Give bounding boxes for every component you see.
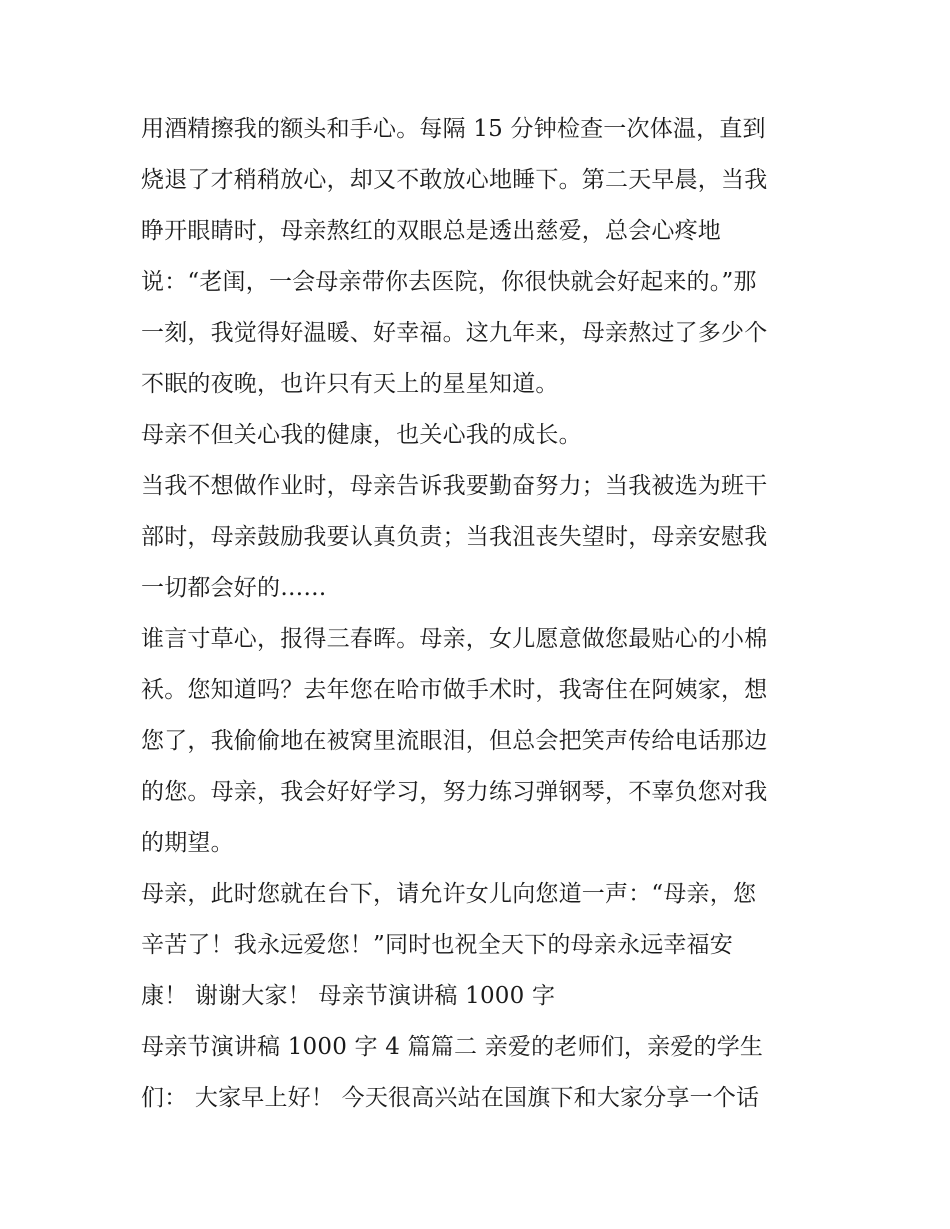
text-line: 母亲，此时您就在台下，请允许女儿向您道一声：“母亲，您 [141,881,757,907]
text-line: 烧退了才稍稍放心，却又不敢放心地睡下。第二天早晨，当我 [141,167,768,193]
text-line: 一刻，我觉得好温暖、好幸福。这九年来，母亲熬过了多少个 [141,320,768,346]
text-line: 睁开眼睛时，母亲熬红的双眼总是透出慈爱，总会心疼地 [141,218,721,244]
text-line: 不眠的夜晚，也许只有天上的星星知道。 [141,371,559,397]
text-line: 一切都会好的…… [141,575,327,601]
text-line: 说：“老闺，一会母亲带你去医院，你很快就会好起来的。”那 [141,269,757,295]
text-line: 袄。您知道吗？去年您在哈市做手术时，我寄住在阿姨家，想 [141,677,768,703]
text-line: 康！ 谢谢大家！ 母亲节演讲稿 1000 字 [141,983,556,1009]
text-line: 部时，母亲鼓励我要认真负责；当我沮丧失望时，母亲安慰我 [141,524,768,550]
text-line: 用酒精擦我的额头和手心。每隔 15 分钟检查一次体温，直到 [141,116,766,142]
text-line: 的期望。 [141,830,234,856]
text-line: 辛苦了！我永远爱您！”同时也祝全天下的母亲永远幸福安 [141,932,733,958]
text-line: 母亲不但关心我的健康，也关心我的成长。 [141,422,582,448]
text-line: 们： 大家早上好！ 今天很高兴站在国旗下和大家分享一个话 [141,1085,760,1111]
text-line: 当我不想做作业时，母亲告诉我要勤奋努力；当我被选为班干 [141,473,768,499]
text-line: 谁言寸草心，报得三春晖。母亲，女儿愿意做您最贴心的小棉 [141,626,768,652]
text-line: 您了，我偷偷地在被窝里流眼泪，但总会把笑声传给电话那边 [141,728,768,754]
text-line: 的您。母亲，我会好好学习，努力练习弹钢琴，不辜负您对我 [141,779,768,805]
text-line: 母亲节演讲稿 1000 字 4 篇篇二 亲爱的老师们，亲爱的学生 [141,1034,764,1060]
